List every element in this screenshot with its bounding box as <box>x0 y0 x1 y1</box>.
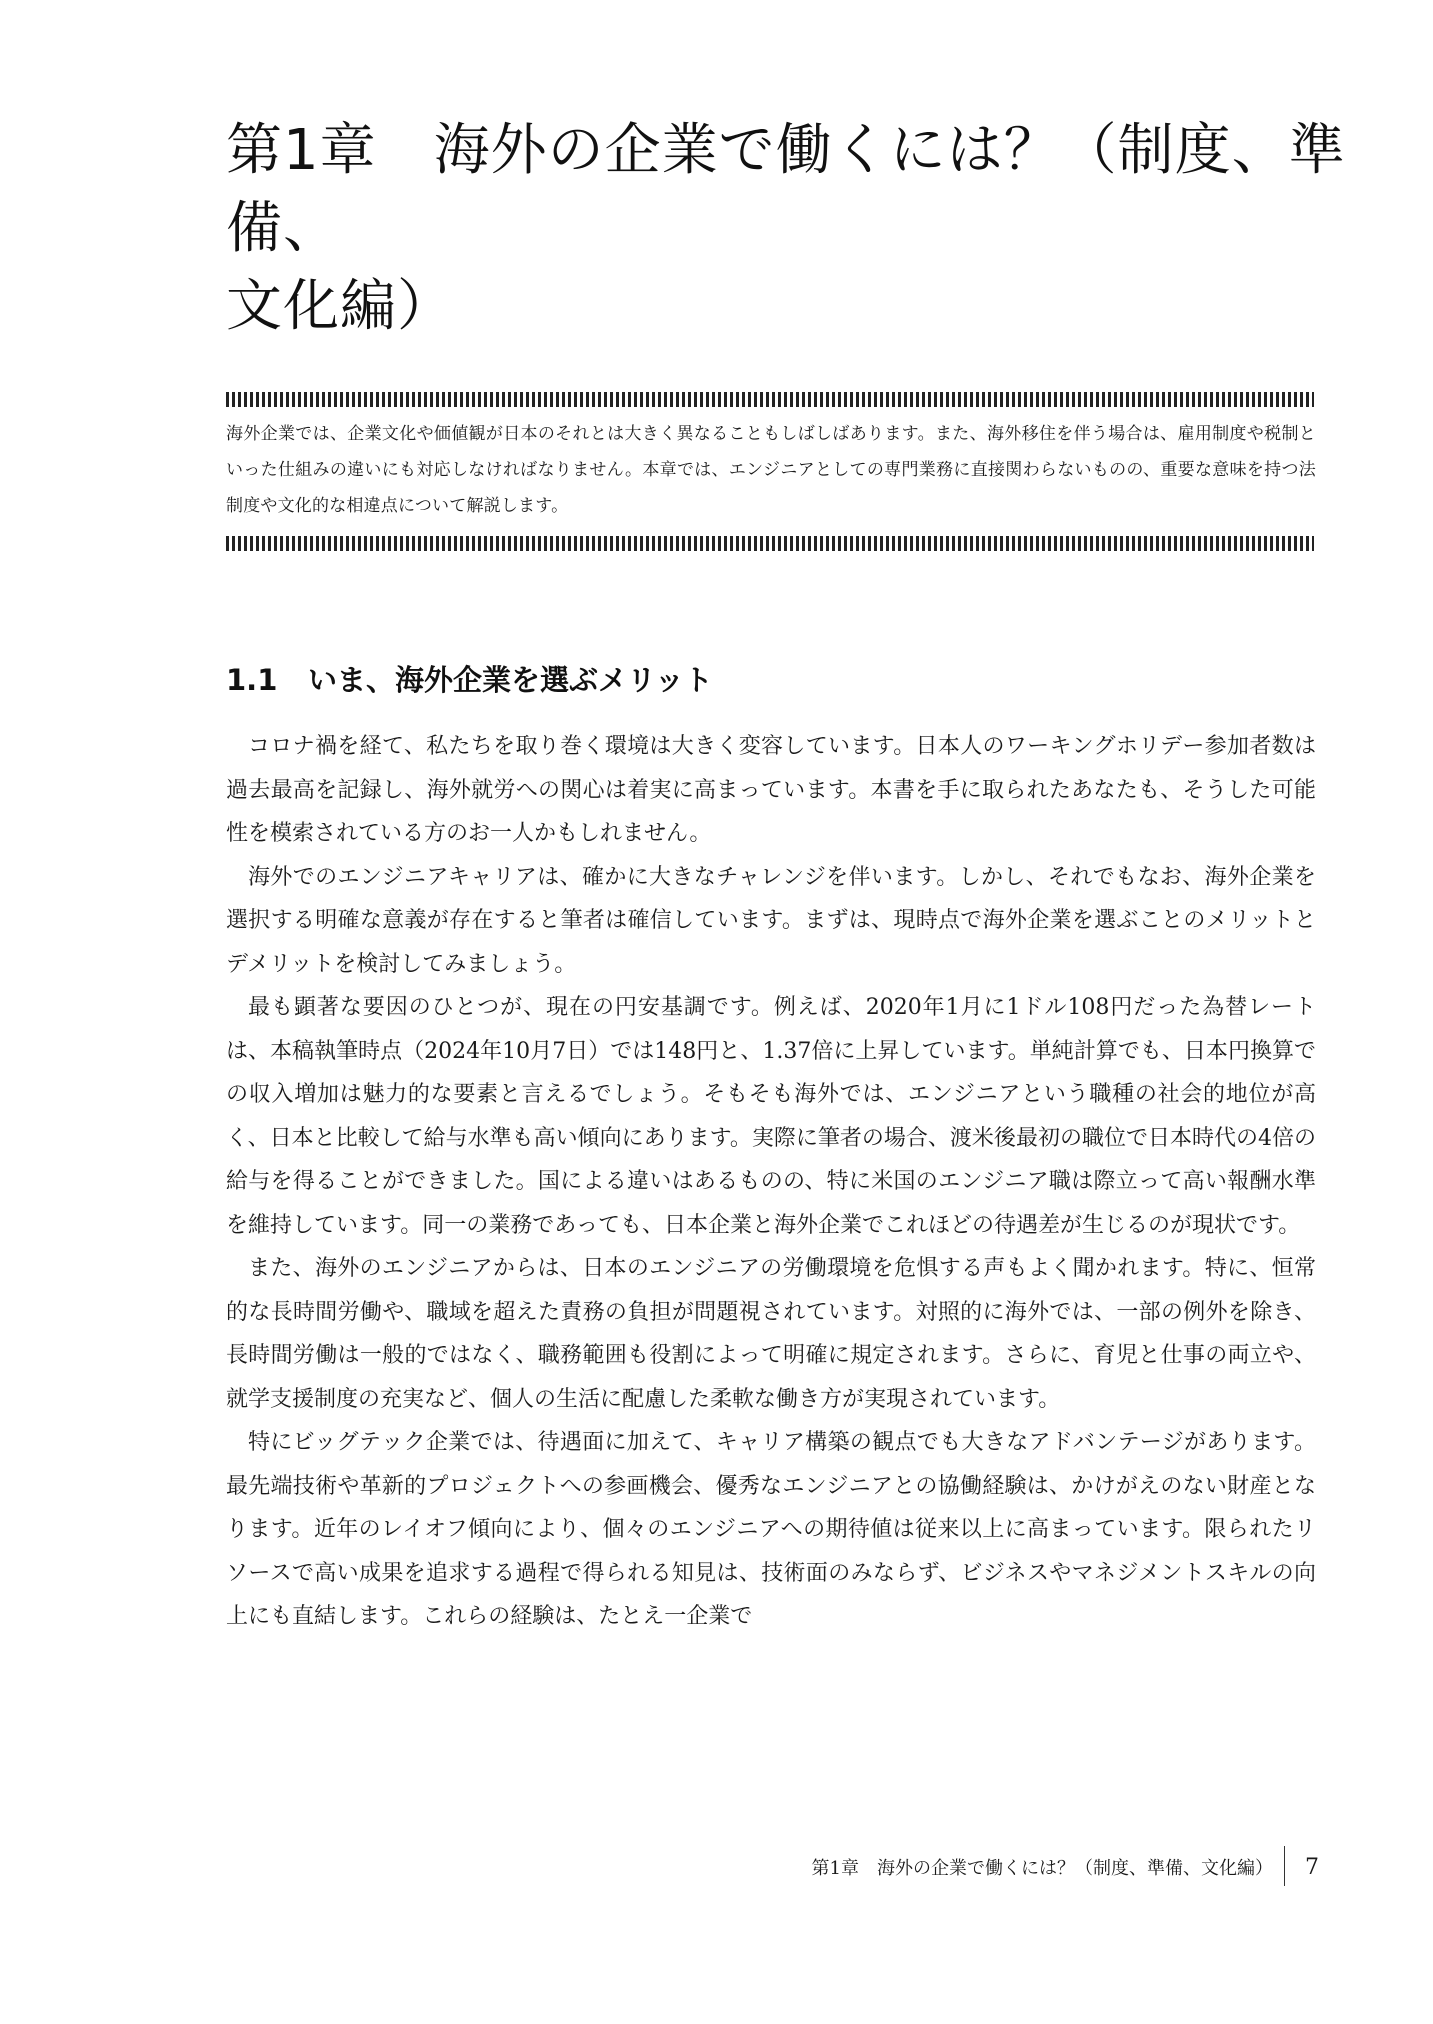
body-paragraph: また、海外のエンジニアからは、日本のエンジニアの労働環境を危惧する声もよく聞かれます。特に、恒常的な長時間労働や、職域を超えた責務の負担が問題視されています。対照的に海外では、一部の例外を除き、長時間労働は一般的ではなく、職務範囲も役割によって明確に規定されます。さらに、育児と仕事の両立や、就学支援制度の充実など、個人の生活に配慮した柔軟な働き方が実現されています。 <box>226 1256 1316 1412</box>
footer-divider <box>1284 1846 1285 1886</box>
chapter-title <box>226 112 1346 346</box>
section-number: 1.1 <box>226 663 278 697</box>
body-paragraph: 海外でのエンジニアキャリアは、確かに大きなチャレンジを伴います。しかし、それでもなお、海外企業を選択する明確な意義が存在すると筆者は確信しています。まずは、現時点で海外企業を選ぶことのメリットとデメリットを検討してみましょう。 <box>226 864 1316 977</box>
body-paragraph: 特にビッグテック企業では、待遇面に加えて、キャリア構築の観点でも大きなアドバンテージがあります。最先端技術や革新的プロジェクトへの参画機会、優秀なエンジニアとの協働経験は、かけがえのない財産となります。近年のレイオフ傾向により、個々のエンジニアへの期待値は従来以上に高まっています。限られたリソースで高い成果を追求する過程で得られる知見は、技術面のみならず、ビジネスやマネジメントスキルの向上にも直結します。これらの経験は、たとえ一企業で <box>226 1430 1316 1629</box>
chapter-title-line-2: 文化編） <box>226 274 454 339</box>
page-number: 7 <box>1305 1855 1319 1880</box>
body-paragraph: コロナ禍を経て、私たちを取り巻く環境は大きく変容しています。日本人のワーキングホリデー参加者数は過去最高を記録し、海外就労への関心は着実に高まっています。本書を手に取られたあなたも、そうした可能性を模索されている方のお一人かもしれません。 <box>226 734 1316 846</box>
section-title: いま、海外企業を選ぶメリット <box>308 663 713 697</box>
body-text <box>226 725 1316 1639</box>
abstract-top-rule <box>226 392 1314 407</box>
abstract-bottom-rule <box>226 536 1314 551</box>
chapter-title-line-1: 第1章 海外の企業で働くには？（制度、準備、 <box>226 118 1346 261</box>
chapter-abstract: 海外企業では、企業文化や価値観が日本のそれとは大きく異なることもしばしばあります。また、海外移住を伴う場合は、雇用制度や税制といった仕組みの違いにも対応しなければなりません。本章では、エンジニアとしての専門業務に直接関わらないものの、重要な意味を持つ法制度や文化的な相違点について解説します。 <box>226 424 1316 516</box>
body-paragraph: 最も顕著な要因のひとつが、現在の円安基調です。例えば、2020年1月に1ドル108円だった為替レートは、本稿執筆時点（2024年10月7日）では148円と、1.37倍に上昇しています。単純計算でも、日本円換算での収入増加は魅力的な要素と言えるでしょう。そもそも海外では、エンジニアという職種の社会的地位が高く、日本と比較して給与水準も高い傾向にあります。実際に筆者の場合、渡米後最初の職位で日本時代の4倍の給与を得ることができました。国による違いはあるものの、特に米国のエンジニア職は際立って高い報酬水準を維持しています。同一の業務であっても、日本企業と海外企業でこれほどの待遇差が生じるのが現状です。 <box>226 995 1316 1238</box>
running-footer: 第1章 海外の企業で働くには？（制度、準備、文化編） <box>811 1858 1273 1879</box>
section-heading <box>226 660 713 700</box>
